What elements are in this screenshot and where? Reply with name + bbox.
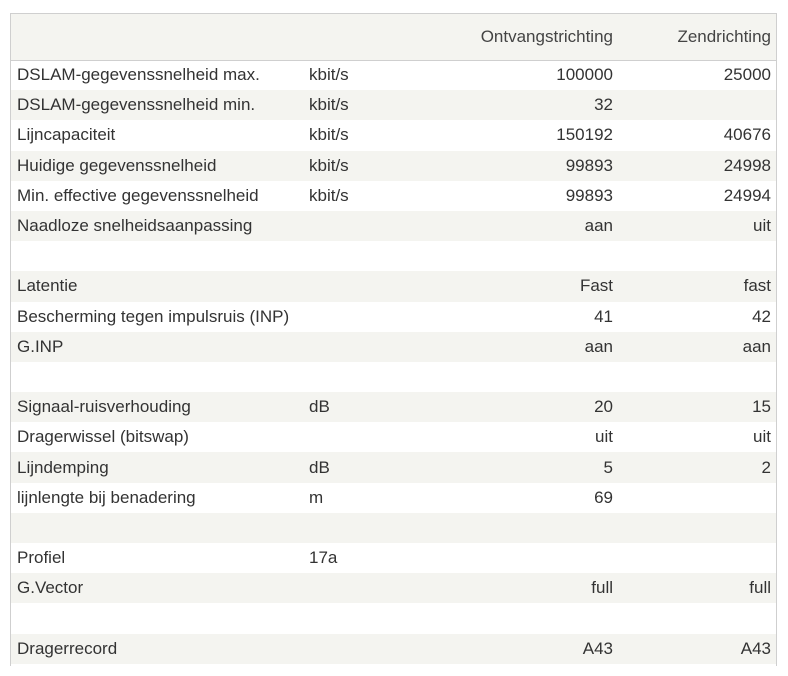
row-unit <box>309 211 389 241</box>
header-receive-direction: Ontvangstrichting <box>389 14 613 60</box>
row-receive-value: 69 <box>594 487 613 507</box>
row-send-value <box>613 90 776 120</box>
row-label: lijnlengte bij benadering <box>17 487 196 507</box>
row-receive-value <box>389 603 613 633</box>
row-unit <box>309 332 389 362</box>
row-send-value <box>613 603 776 633</box>
table-row <box>11 362 776 392</box>
table-row <box>11 271 776 301</box>
row-receive-value: 99893 <box>565 155 613 175</box>
row-label: G.INP <box>17 336 64 356</box>
row-send-value: 2 <box>761 457 771 477</box>
table-row <box>11 60 776 90</box>
row-unit <box>309 513 389 543</box>
header-label <box>11 14 309 60</box>
row-label: Signaal-ruisverhouding <box>17 397 191 417</box>
row-label: G.Vector <box>17 578 84 598</box>
row-label: Dragerwissel (bitswap) <box>17 427 189 447</box>
row-label: Dragerrecord <box>17 638 118 658</box>
table-row <box>11 302 776 332</box>
row-send-value <box>613 362 776 392</box>
row-send-value <box>613 513 776 543</box>
row-receive-value <box>389 543 613 573</box>
row-label: Lijncapaciteit <box>17 125 116 145</box>
row-receive-value: 5 <box>603 457 613 477</box>
row-unit <box>309 241 389 271</box>
row-send-value <box>613 483 776 513</box>
table-row <box>11 603 776 633</box>
row-receive-value: 150192 <box>556 125 613 145</box>
dsl-info-table <box>11 14 776 664</box>
row-send-value: full <box>749 578 771 598</box>
table-row <box>11 392 776 422</box>
row-label <box>11 362 309 392</box>
dsl-info-panel <box>10 13 777 666</box>
row-receive-value: 32 <box>594 95 613 115</box>
row-unit: dB <box>309 397 330 417</box>
row-unit <box>309 302 389 332</box>
row-send-value: 40676 <box>723 125 771 145</box>
row-send-value <box>613 543 776 573</box>
header-unit <box>309 14 389 60</box>
row-label: Huidige gegevenssnelheid <box>17 155 217 175</box>
row-label <box>11 241 309 271</box>
row-receive-value: A43 <box>582 638 613 658</box>
table-row <box>11 543 776 573</box>
row-unit: kbit/s <box>309 185 349 205</box>
row-receive-value <box>389 362 613 392</box>
row-unit <box>309 603 389 633</box>
row-send-value <box>613 241 776 271</box>
row-label: Naadloze snelheidsaanpassing <box>17 216 253 236</box>
row-send-value: 24998 <box>723 155 771 175</box>
row-label: Min. effective gegevenssnelheid <box>17 185 259 205</box>
row-unit: kbit/s <box>309 125 349 145</box>
header-send-direction: Zendrichting <box>613 14 776 60</box>
row-label <box>11 603 309 633</box>
row-send-value: 25000 <box>723 65 771 85</box>
row-unit <box>309 634 389 664</box>
row-send-value: 24994 <box>723 185 771 205</box>
row-send-value: fast <box>743 276 771 296</box>
table-row <box>11 151 776 181</box>
row-label: DSLAM-gegevenssnelheid max. <box>17 65 260 85</box>
row-label <box>11 513 309 543</box>
table-header-row <box>11 14 776 60</box>
row-unit <box>309 422 389 452</box>
table-row <box>11 241 776 271</box>
row-receive-value: aan <box>584 216 613 236</box>
row-unit: kbit/s <box>309 95 349 115</box>
row-receive-value: full <box>591 578 613 598</box>
row-send-value: A43 <box>740 638 771 658</box>
row-send-value: 42 <box>752 306 771 326</box>
row-unit <box>309 362 389 392</box>
row-receive-value <box>389 241 613 271</box>
row-receive-value <box>389 513 613 543</box>
row-unit: kbit/s <box>309 155 349 175</box>
row-send-value: aan <box>742 336 771 356</box>
row-receive-value: Fast <box>579 276 613 296</box>
table-row <box>11 422 776 452</box>
row-receive-value: 99893 <box>565 185 613 205</box>
row-unit <box>309 271 389 301</box>
row-unit: 17a <box>309 548 338 568</box>
row-send-value: 15 <box>752 397 771 417</box>
row-unit: dB <box>309 457 330 477</box>
row-label: DSLAM-gegevenssnelheid min. <box>17 95 256 115</box>
row-receive-value: aan <box>584 336 613 356</box>
row-receive-value: 20 <box>594 397 613 417</box>
row-label: Bescherming tegen impulsruis (INP) <box>17 306 290 326</box>
table-row <box>11 211 776 241</box>
table-row <box>11 120 776 150</box>
row-receive-value: 100000 <box>556 65 613 85</box>
table-row <box>11 483 776 513</box>
table-row <box>11 332 776 362</box>
table-row <box>11 90 776 120</box>
row-unit <box>309 573 389 603</box>
table-row <box>11 181 776 211</box>
row-label: Latentie <box>17 276 78 296</box>
row-receive-value: uit <box>595 427 613 447</box>
row-label: Profiel <box>17 548 66 568</box>
table-row <box>11 452 776 482</box>
row-label: Lijndemping <box>17 457 109 477</box>
table-body <box>11 60 776 664</box>
table-row <box>11 513 776 543</box>
row-unit: m <box>309 487 324 507</box>
row-send-value: uit <box>753 216 771 236</box>
row-receive-value: 41 <box>594 306 613 326</box>
table-row <box>11 634 776 664</box>
table-row <box>11 573 776 603</box>
row-unit: kbit/s <box>309 65 349 85</box>
row-send-value: uit <box>753 427 771 447</box>
